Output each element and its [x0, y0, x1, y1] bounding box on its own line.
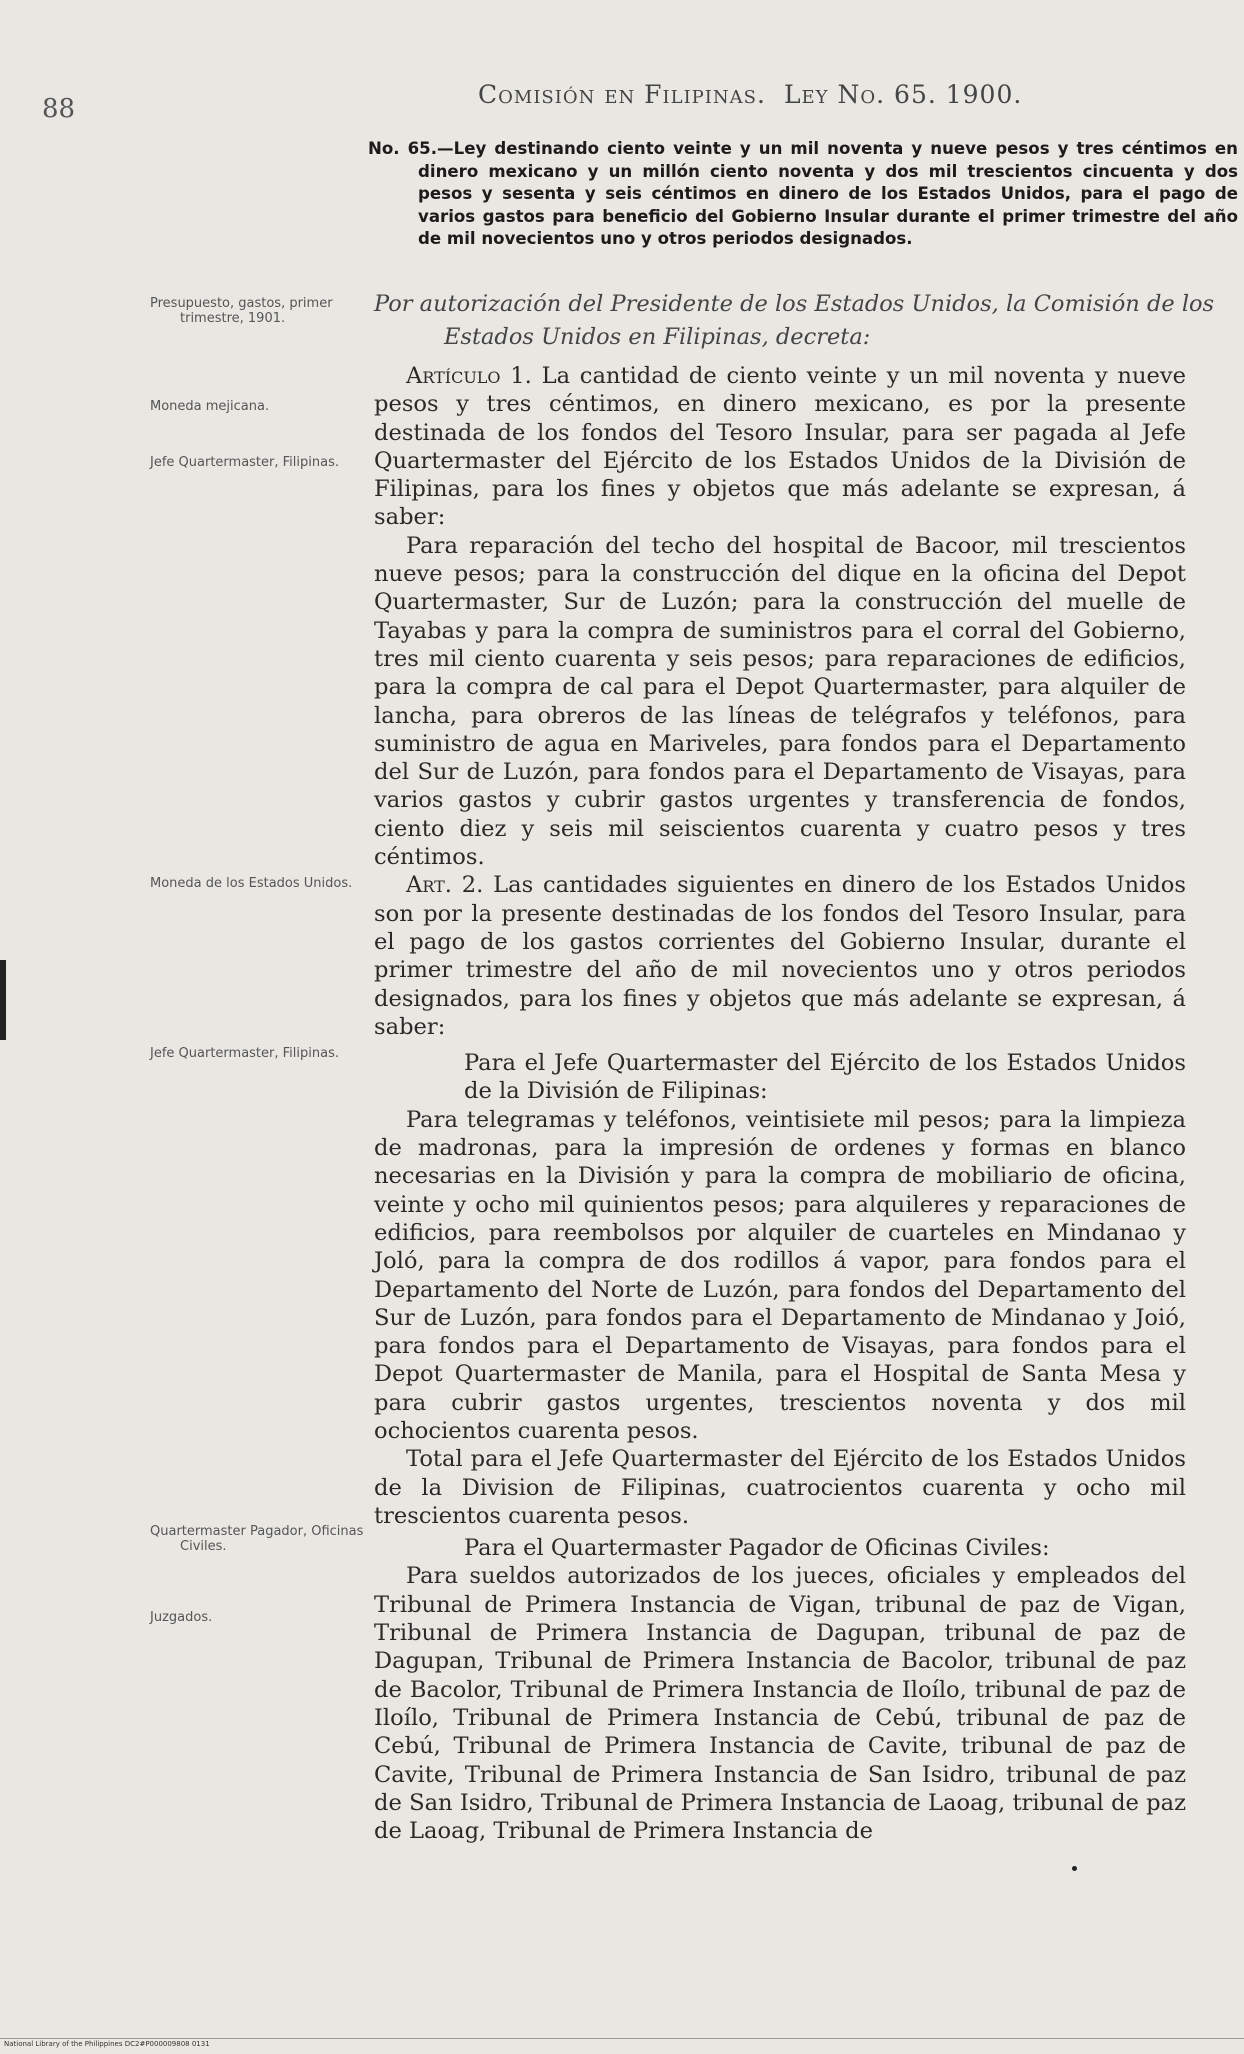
- margin-note-courts: Juzgados.: [150, 1610, 213, 1625]
- running-head-left: Comisión en Filipinas.: [478, 80, 766, 109]
- scan-credit: National Library of the Philippines DC2#P000009808 0131: [4, 2040, 210, 2048]
- quartermaster-total: Total para el Jefe Quartermaster del Ejército de los Estados Unidos de la Division de Filipinas, cuatrocientos cuarenta y ocho mil trescientos cuarenta pesos.: [374, 1446, 1186, 1529]
- footer-rule: [0, 2038, 1244, 2039]
- paymaster-paragraph: Para sueldos autorizados de los jueces, oficiales y empleados del Tribunal de Primera Instancia de Vigan, tribunal de paz de Vigan, Tribunal de Primera Instancia de Dagupan, tribunal de paz de Dagupan, Tribunal de Primera Instancia de Bacolor, tribunal de paz de Bacolor, Tribunal de Primera Instancia de Iloílo, tribunal de paz de Iloílo, Tribunal de Primera Instancia de Cebú, tribunal de paz de Cebú, Tribunal de Primera Instancia de Cavite, tribunal de paz de Cavite, Tribunal de Primera Instancia de San Isidro, tribunal de paz de San Isidro, Tribunal de Primera Instancia de Laoag, tribunal de paz de Laoag, Tribunal de Primera Instancia de: [374, 1563, 1186, 1845]
- article-2-text: Las cantidades siguientes en dinero de los Estados Unidos son por la presente destinadas de los fondos del Tesoro Insular, para el pago de los gastos corrientes del Gobierno Insular, durante el primer trimestre del año de mil novecientos uno y otros periodos designados, para los fines y objetos que más adelante se expresan, á saber:: [374, 872, 1186, 1040]
- article-1-label: Artículo 1.: [406, 363, 532, 389]
- article-2-label: Art. 2.: [406, 872, 484, 899]
- margin-note-us-currency: Moneda de los Estados Unidos.: [150, 876, 353, 891]
- margin-note-paymaster: Quartermaster Pagador, Oficinas Civiles.: [150, 1524, 364, 1554]
- article-1-paragraph-2: Para reparación del techo del hospital de Bacoor, mil trescientos nueve pesos; para la construcción del dique en la oficina del Depot Quartermaster, Sur de Luzón; para la construcción del muelle de Tayabas y para la compra de suministros para el corral del Gobierno, tres mil ciento cuarenta y seis pesos; para reparaciones de edificios, para la compra de cal para el Depot Quartermaster, para alquiler de lancha, para obreros de las líneas de telégrafos y teléfonos, para suministro de agua en Mariveles, para fondos para el Departamento del Sur de Luzón, para fondos para el Departamento de Visayas, para varios gastos y cubrir gastos urgentes y transferencia de fondos, ciento diez y seis mil seiscientos cuarenta y cuatro pesos y tres céntimos.: [374, 532, 1186, 871]
- margin-note-quartermaster: Jefe Quartermaster, Filipinas.: [150, 455, 339, 470]
- margin-note-mexican-currency: Moneda mejicana.: [150, 399, 270, 414]
- article-1-text: La cantidad de ciento veinte y un mil noventa y nueve pesos y tres céntimos, en dinero mexicano, es por la presente destinada de los fondos del Tesoro Insular, para ser pagada al Jefe Quartermaster del Ejército de los Estados Unidos de la División de Filipinas, para los fines y objetos que más adelante se expresan, á saber:: [374, 363, 1186, 531]
- quartermaster-paragraph: Para telegramas y teléfonos, veintisiete mil pesos; para la limpieza de madronas, para la impresión de ordenes y formas en blanco necesarias en la División y para la compra de mobiliario de oficina, veinte y ocho mil quinientos pesos; para alquileres y reparaciones de edificios, para reembolsos por alquiler de cuarteles en Mindanao y Joló, para la compra de dos rodillos á vapor, para fondos para el Departamento del Norte de Luzón, para fondos del Departamento del Sur de Luzón, para fondos para el Departamento de Mindanao y Joió, para fondos para el Departamento de Visayas, para fondos para el Depot Quartermaster de Manila, para el Hospital de Santa Mesa y para cubrir gastos urgentes, trescientos noventa y dos mil ochocientos cuarenta pesos.: [374, 1106, 1186, 1444]
- decree-statement: Por autorización del Presidente de los Estados Unidos, la Comisión de los Estados Unidos en Filipinas, decreta:: [374, 291, 1215, 350]
- law-title: No. 65.—Ley destinando ciento veinte y un mil noventa y nueve pesos y tres céntimos en dinero mexicano y un millón ciento noventa y dos mil trescientos cincuenta y dos pesos y sesenta y seis céntimos en dinero de los Estados Unidos, para el pago de varios gastos para beneficio del Gobierno Insular durante el primer trimestre del año de mil novecientos uno y otros periodos designados.: [368, 139, 1238, 249]
- article-1: [374, 362, 1186, 532]
- margin-note-quartermaster-2: Jefe Quartermaster, Filipinas.: [150, 1046, 339, 1061]
- ink-spot: [1072, 1866, 1077, 1871]
- running-head-right: Ley No. 65. 1900.: [783, 80, 1023, 109]
- article-2: [374, 871, 1186, 1041]
- paymaster-subheading: Para el Quartermaster Pagador de Oficinas Civiles:: [464, 1535, 1050, 1562]
- running-head: [478, 80, 1022, 109]
- page-number: 88: [42, 94, 76, 124]
- margin-note-budget: Presupuesto, gastos, primer trimestre, 1901.: [150, 296, 333, 326]
- article-1-block: [374, 362, 1186, 1845]
- quartermaster-subheading: Para el Jefe Quartermaster del Ejército de los Estados Unidos de la División de Filipinas:: [464, 1050, 1186, 1105]
- scan-edge-mark: [0, 960, 6, 1040]
